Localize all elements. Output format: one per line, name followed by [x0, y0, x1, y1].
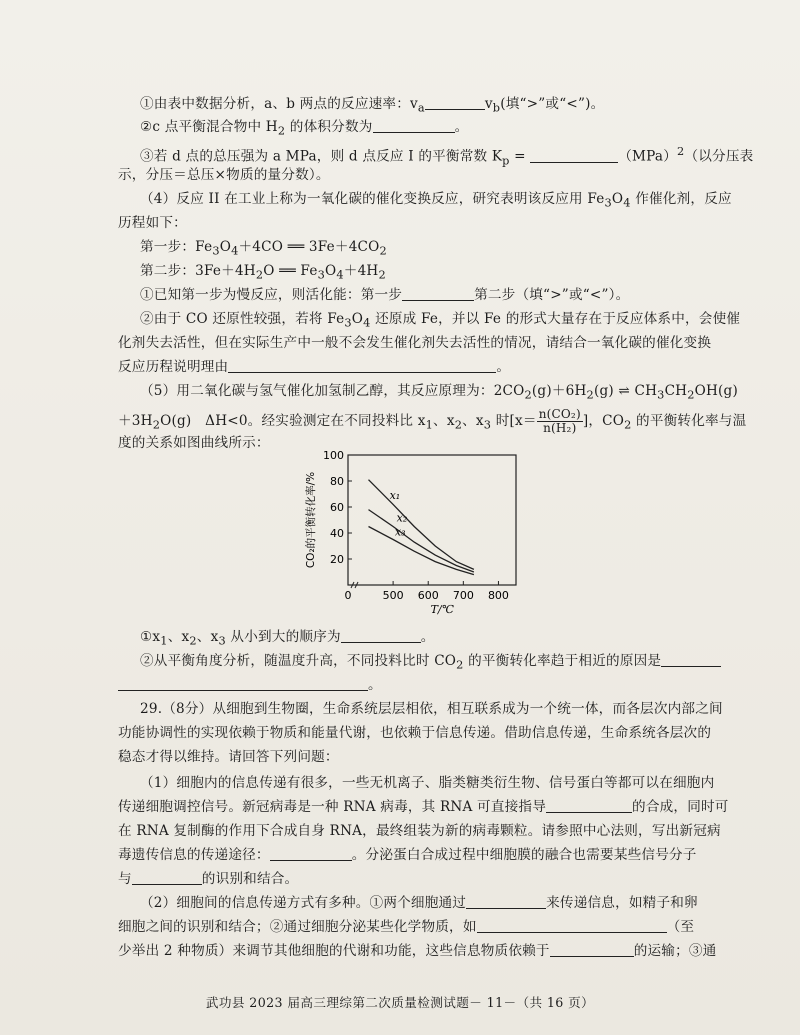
answer-blank[interactable]	[661, 652, 721, 667]
text: ②c 点平衡混合物中 H	[140, 119, 278, 135]
subscript: 2	[524, 387, 532, 402]
subscript: 1	[425, 417, 434, 432]
subscript: 3	[483, 417, 492, 432]
subscript: 2	[687, 387, 695, 402]
fraction-denominator: n(H₂)	[543, 421, 577, 435]
answer-blank[interactable]	[118, 676, 368, 691]
fraction	[537, 408, 583, 435]
text: 稳态才得以维持。请回答下列问题：	[118, 749, 339, 765]
question-29-line1	[140, 700, 740, 718]
text: （2）细胞间的信息传递方式有多种。①两个细胞通过	[140, 895, 467, 911]
text: ＋4H	[343, 263, 379, 279]
subscript: 3	[212, 243, 220, 258]
text: ＋3H	[118, 413, 153, 429]
text: 细胞之间的识别和结合；②通过细胞分泌某些化学物质，如	[118, 919, 477, 935]
text: 的平衡转化率趋于相近的原因是	[463, 653, 662, 669]
answer-blank[interactable]	[466, 894, 546, 909]
series-label-1: x₁	[389, 489, 401, 503]
text: 的体积分数为	[285, 119, 373, 135]
question-h2-fraction	[140, 118, 740, 140]
question-29-2-line3	[118, 942, 718, 960]
text: 第二步（填“>”或“<”）。	[474, 287, 630, 303]
question-5	[140, 382, 740, 404]
answer-blank[interactable]	[228, 358, 496, 373]
text: 作催化剂，反应	[630, 191, 732, 207]
text: 。	[454, 119, 469, 135]
text: （以分压表	[684, 148, 754, 165]
x-tick-label: 0	[344, 589, 352, 602]
answer-blank[interactable]	[550, 942, 634, 957]
text: 还原成 Fe，并以 Fe 的形式大量存在于反应体系中，会使催	[370, 311, 741, 327]
question-rate	[140, 95, 740, 117]
text: 、x	[167, 629, 190, 645]
text: 的合成，同时可	[632, 799, 729, 815]
text: (g)＋6H	[531, 383, 587, 399]
y-tick-label: 60	[330, 501, 344, 514]
text: 反应历程说明理由	[118, 359, 229, 375]
text: 少举出 2 种物质）来调节其他细胞的代谢和功能，这些信息物质依赖于	[118, 943, 550, 959]
text: O	[219, 239, 232, 255]
y-axis-label: CO₂的平衡转化率/%	[305, 471, 317, 569]
answer-blank[interactable]	[402, 286, 474, 301]
text: （至	[666, 919, 695, 935]
answer-blank[interactable]	[341, 628, 421, 643]
subscript: 2	[624, 417, 632, 432]
text: 化剂失去活性，但在实际生产中一般不会发生催化剂失去活性的情况，请结合一氧化碳的催化变换	[118, 335, 712, 351]
question-4	[140, 190, 740, 212]
question-29-2-line1	[140, 894, 740, 912]
question-4-cont	[118, 214, 718, 232]
question-29-1-line1	[140, 774, 740, 792]
text: 从小到大的顺序为	[225, 629, 341, 645]
question-4-2	[140, 310, 740, 332]
subscript: 2	[586, 387, 594, 402]
answer-blank[interactable]	[546, 798, 632, 813]
question-4-1	[140, 286, 740, 304]
answer-blank[interactable]	[373, 118, 455, 133]
text: 示，分压＝总压×物质的量分数）。	[118, 167, 330, 183]
y-tick-label: 80	[330, 475, 344, 488]
answer-blank[interactable]	[530, 148, 618, 163]
text: O	[325, 263, 337, 279]
text: ]，CO	[582, 413, 625, 429]
text: 、x	[196, 629, 219, 645]
text: (填“>”或“<”)。	[500, 96, 605, 112]
y-tick-label: 20	[330, 553, 344, 566]
text: （5）用二氧化碳与氢气催化加氢制乙醇，其反应原理为：2CO	[140, 383, 525, 399]
fraction-numerator: n(CO₂)	[538, 407, 581, 421]
text: ①x	[140, 629, 161, 645]
text: 。	[420, 629, 435, 645]
text: ①由表中数据分析，a、b 两点的反应速率：v	[140, 96, 418, 112]
question-29-1-line2	[118, 798, 729, 816]
x-tick-label: 600	[417, 589, 439, 602]
subscript: 2	[277, 123, 286, 138]
text: v	[484, 96, 493, 112]
question-5-2-cont: 。	[118, 676, 718, 694]
text: ②从平衡角度分析，随温度升高，不同投料比时 CO	[140, 653, 457, 669]
question-29-1-line5	[118, 870, 718, 888]
text: 29.（8分）从细胞到生物圈，生命系统层层相依，相互联系成为一个统一体，而各层次内部之间	[140, 701, 723, 717]
x-tick-label: 500	[382, 589, 404, 602]
text: 的运输；③通	[633, 943, 717, 959]
series-label-2: x₂	[396, 511, 408, 525]
text: CH	[664, 383, 688, 399]
subscript: 3	[604, 195, 612, 210]
text: 度的关系如图曲线所示：	[118, 435, 270, 451]
subscript: 4	[623, 195, 631, 210]
text: 与	[118, 871, 132, 887]
series-label-3: x₃	[394, 525, 406, 539]
subscript: 2	[189, 633, 197, 648]
subscript: 3	[317, 267, 325, 282]
text: ③若 d 点的总压强为 a MPa，则 d 点反应 I 的平衡常数 K	[140, 148, 503, 165]
answer-blank[interactable]	[270, 846, 352, 861]
text: O ══ Fe	[263, 263, 318, 279]
reaction-step-2	[140, 262, 740, 284]
question-29-line2	[118, 724, 718, 742]
text: O	[611, 191, 624, 207]
text: ＋4CO ══ 3Fe＋4CO	[238, 239, 380, 255]
text: 、x	[462, 413, 484, 429]
text: O	[351, 311, 364, 327]
question-29-2-line2	[118, 918, 718, 936]
text: ②由于 CO 还原性较强，若将 Fe	[140, 311, 345, 327]
subscript: 4	[231, 243, 239, 258]
text: 。	[496, 359, 511, 375]
chart-svg	[300, 445, 530, 620]
subscript: 4	[363, 315, 371, 330]
text: 历程如下：	[118, 215, 187, 231]
question-29-line3	[118, 748, 718, 766]
question-5-cont	[118, 407, 747, 435]
subscript: 3	[218, 633, 226, 648]
answer-blank[interactable]	[132, 870, 202, 885]
answer-blank[interactable]	[477, 918, 667, 933]
question-5-2	[140, 652, 740, 674]
subscript: 2	[454, 417, 463, 432]
question-4-2-cont2	[118, 358, 718, 376]
subscript: 2	[255, 267, 264, 282]
text: 在 RNA 复制酶的作用下合成自身 RNA，最终组装为新的病毒颗粒。请参照中心法则，写出新冠病	[118, 823, 721, 839]
text: 毒遗传信息的传递途径：	[118, 847, 270, 863]
subscript: 3	[344, 315, 352, 330]
text: 时[x＝	[491, 413, 537, 429]
text: 的识别和结合。	[201, 871, 299, 887]
question-kp-cont	[118, 166, 718, 184]
x-tick-label: 800	[487, 589, 509, 602]
superscript: 2	[677, 144, 685, 158]
subscript: 3	[657, 387, 665, 402]
subscript: 2	[379, 243, 387, 258]
text: 传递细胞调控信号。新冠病毒是一种 RNA 病毒，其 RNA 可直接指导	[118, 799, 547, 815]
text: （MPa）	[618, 148, 678, 165]
subscript: a	[417, 100, 425, 115]
subscript: 1	[160, 633, 168, 648]
text: 第二步：3Fe＋4H	[140, 263, 256, 279]
question-29-1-line4	[118, 846, 718, 864]
y-tick-label: 100	[323, 449, 344, 462]
subscript: p	[502, 153, 510, 168]
y-tick-label: 40	[330, 527, 344, 540]
subscript: 4	[336, 267, 344, 282]
subscript: 2	[152, 417, 161, 432]
text: ①已知第一步为慢反应，则活化能：第一步	[140, 287, 403, 303]
plot-frame	[348, 455, 516, 585]
text: 功能协调性的实现依赖于物质和能量代谢，也依赖于信息传递。借助信息传递，生命系统各层次的	[118, 725, 712, 741]
x-axis-label: T/℃	[430, 603, 454, 616]
text: =	[509, 148, 531, 165]
text: （4）反应 II 在工业上称为一氧化碳的催化变换反应，研究表明该反应用 Fe	[140, 191, 605, 207]
text: O(g) ΔH<0。经实验测定在不同投料比 x	[160, 413, 426, 429]
text: 。分泌蛋白合成过程中细胞膜的融合也需要某些信号分子	[351, 847, 697, 863]
series-line-1	[369, 480, 474, 570]
x-tick-label: 700	[452, 589, 474, 602]
reaction-step-1	[140, 238, 740, 260]
text: （1）细胞内的信息传递有很多，一些无机离子、脂类糖类衍生物、信号蛋白等都可以在细胞内	[140, 775, 715, 791]
page-footer: 武功县 2023 届高三理综第二次质量检测试题－ 11－（共 16 页）	[205, 995, 595, 1010]
text: 、x	[433, 413, 455, 429]
question-4-2-cont	[118, 334, 718, 352]
subscript: b	[492, 100, 501, 115]
subscript: 2	[378, 267, 386, 282]
text: 的平衡转化率与温	[631, 413, 747, 429]
question-29-1-line3	[118, 822, 721, 840]
text: 第一步：Fe	[140, 239, 213, 255]
text: (g) ⇌ CH	[593, 383, 658, 399]
text: 来传递信息，如精子和卵	[546, 895, 698, 911]
subscript: 2	[456, 657, 464, 672]
text: OH(g)	[694, 383, 738, 399]
question-5-1	[140, 628, 740, 650]
answer-blank[interactable]	[425, 95, 485, 110]
co2-conversion-chart	[300, 445, 530, 620]
